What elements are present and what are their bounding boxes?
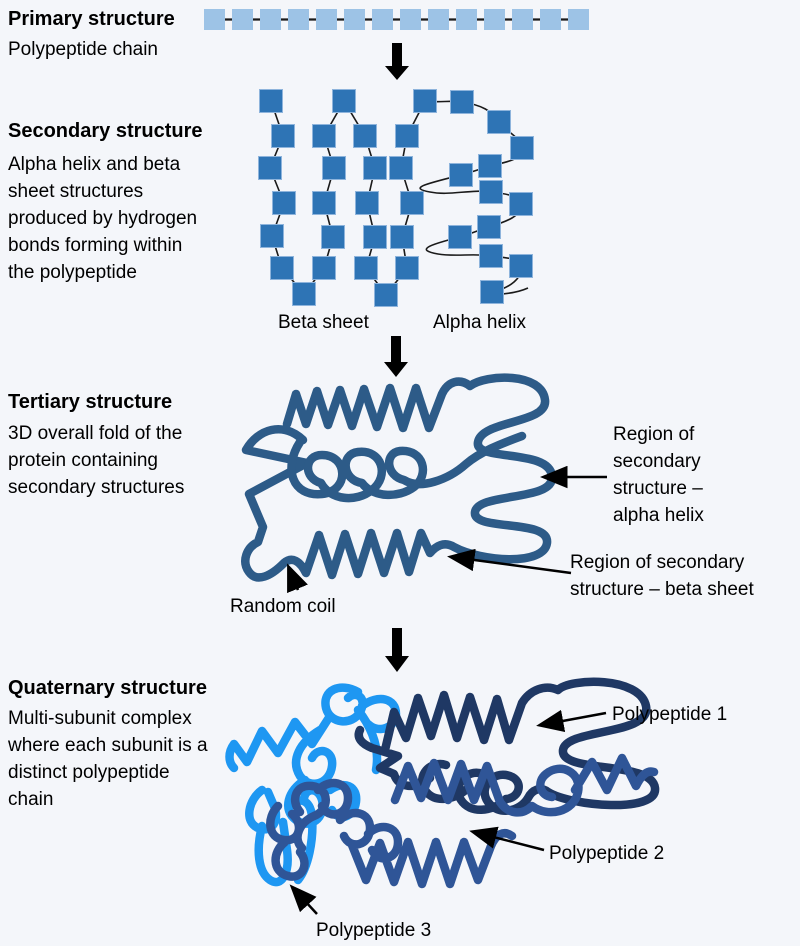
tertiary-section-title: Tertiary structure: [8, 391, 173, 413]
beta-sheet-squares: [259, 90, 424, 307]
secondary-section-title: Secondary structure: [8, 120, 203, 142]
quaternary-description-line: chain: [8, 789, 54, 810]
polypeptide-1-label: Polypeptide 1: [612, 704, 728, 725]
polypeptide-chain-graphic: [204, 9, 589, 30]
quaternary-section-title: Quaternary structure: [8, 677, 207, 699]
secondary-description-line: sheet structures: [8, 181, 144, 202]
beta-sheet-region-label-line: Region of secondary: [570, 552, 745, 573]
tertiary-description-line: 3D overall fold of the: [8, 423, 183, 444]
polypeptide-1-arrow: [541, 713, 606, 725]
random-coil-label: Random coil: [230, 596, 336, 617]
tertiary-description-line: protein containing: [8, 450, 158, 471]
secondary-description-line: Alpha helix and beta: [8, 154, 181, 175]
polypeptide-3-label: Polypeptide 3: [316, 920, 432, 941]
random-coil-arrow: [289, 568, 298, 590]
quaternary-description-line: distinct polypeptide: [8, 762, 170, 783]
alpha-helix-region-label-line: Region of: [613, 424, 695, 445]
quaternary-description-line: where each subunit is a: [8, 735, 208, 756]
primary-description: Polypeptide chain: [8, 39, 158, 60]
beta-sheet-graphic: [259, 90, 426, 307]
tertiary-description-line: secondary structures: [8, 477, 185, 498]
alpha-helix-region-label-line: structure –: [613, 478, 703, 499]
polypeptide-3-arrow: [293, 888, 317, 914]
down-arrow-icon: [385, 43, 409, 80]
beta-sheet-label: Beta sheet: [278, 312, 369, 333]
alpha-helix-graphic: [414, 90, 534, 304]
primary-section-title: Primary structure: [8, 8, 175, 30]
secondary-description-line: bonds forming within: [8, 235, 183, 256]
tertiary-fold-graphic: [245, 378, 552, 578]
alpha-helix-region-label-line: secondary: [613, 451, 701, 472]
alpha-helix-region-label-line: alpha helix: [613, 505, 704, 526]
alpha-helix-squares: [414, 90, 534, 304]
down-arrow-icon: [385, 628, 409, 672]
secondary-description-line: the polypeptide: [8, 262, 137, 283]
secondary-description-line: produced by hydrogen: [8, 208, 198, 229]
alpha-helix-label: Alpha helix: [433, 312, 526, 333]
polypeptide-2-label: Polypeptide 2: [549, 843, 665, 864]
beta-sheet-region-label-line: structure – beta sheet: [570, 579, 754, 600]
quaternary-description-line: Multi-subunit complex: [8, 708, 192, 729]
down-arrow-icon: [384, 336, 408, 377]
